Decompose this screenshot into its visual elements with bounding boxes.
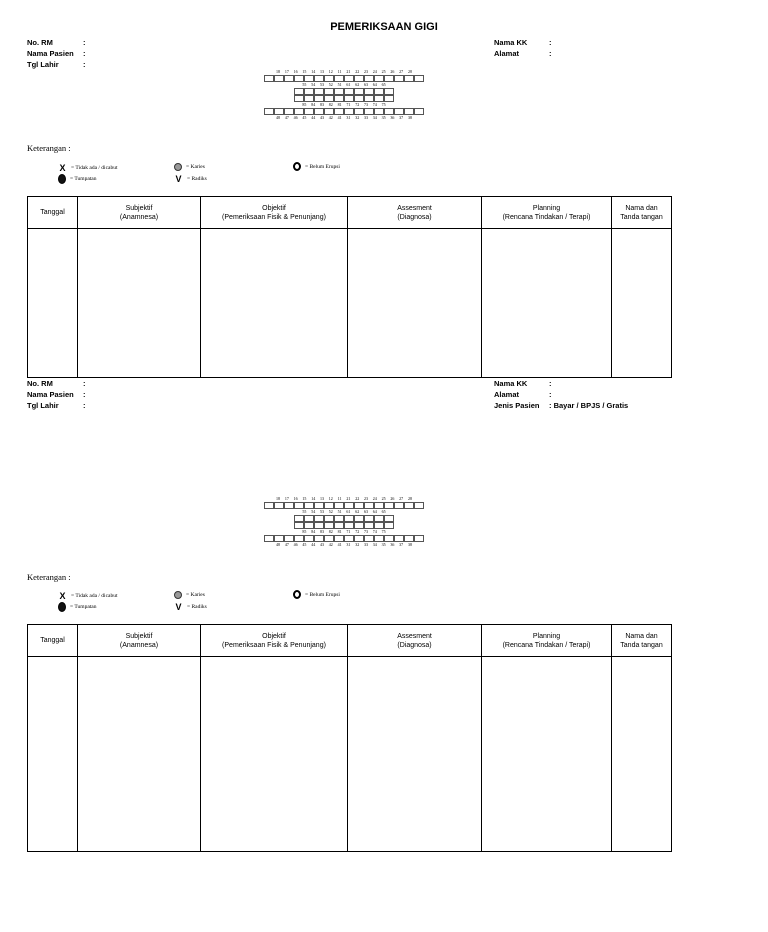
- tooth-number: 82: [328, 102, 333, 107]
- tooth-number: 48: [276, 542, 281, 547]
- tooth-number: 12: [328, 69, 333, 74]
- tooth-number: 22: [355, 69, 360, 74]
- legend-caries: [174, 591, 205, 599]
- tooth-number: 51: [337, 509, 342, 514]
- header-subjektif: Subjektif (Anamnesa): [78, 625, 201, 657]
- header-nama-ttd: Nama dan Tanda tangan: [612, 197, 672, 229]
- tooth-box[interactable]: [264, 75, 273, 82]
- header-objektif: Objektif (Pemeriksaan Fisik & Penunjang): [201, 625, 348, 657]
- x-icon: X: [59, 591, 66, 601]
- table-row: [28, 657, 672, 852]
- header-assesment: Assesment (Diagnosa): [348, 625, 482, 657]
- tooth-number: 72: [355, 529, 360, 534]
- tooth-number: 85: [302, 529, 307, 534]
- tooth-number: 23: [363, 69, 368, 74]
- tooth-number: 53: [320, 509, 324, 514]
- cell-assesment[interactable]: [348, 657, 482, 852]
- legend-caries: [174, 163, 205, 171]
- legend-text: = Belum Erupsi: [305, 591, 340, 598]
- page-title: PEMERIKSAAN GIGI: [330, 21, 438, 33]
- tooth-number: 65: [381, 82, 386, 87]
- table-row: [28, 229, 672, 378]
- gray-circle-icon: [174, 163, 182, 171]
- tooth-box[interactable]: [414, 502, 423, 509]
- tooth-number: 14: [311, 69, 316, 74]
- tooth-number: 64: [372, 82, 377, 87]
- odontogram-2: [264, 496, 424, 548]
- legend-text: = Tumpatan: [70, 604, 97, 610]
- legend-filling: [58, 174, 96, 184]
- header-objektif: Objektif (Pemeriksaan Fisik & Penunjang): [201, 197, 348, 229]
- cell-nama-ttd[interactable]: [612, 657, 672, 852]
- table-header-row: [28, 625, 672, 657]
- tooth-number: 38: [407, 115, 412, 120]
- legend-missing: [58, 163, 118, 173]
- tooth-number: 17: [284, 496, 289, 501]
- header-subjektif: Subjektif (Anamnesa): [78, 197, 201, 229]
- tooth-number: 42: [328, 115, 333, 120]
- upper-deciduous-teeth: [264, 515, 424, 522]
- v-icon: V: [175, 174, 182, 184]
- tooth-number: 74: [372, 529, 377, 534]
- field-label: No. RM: [27, 379, 53, 388]
- tooth-number: 28: [407, 496, 412, 501]
- gray-circle-icon: [174, 591, 182, 599]
- tooth-number: 17: [284, 69, 289, 74]
- field-label: Nama KK: [494, 38, 528, 47]
- field-value: : Bayar / BPJS / Gratis: [549, 401, 629, 410]
- tooth-box[interactable]: [274, 75, 283, 82]
- tooth-number: 72: [355, 102, 360, 107]
- tooth-number: 83: [320, 529, 324, 534]
- tooth-number: 14: [311, 496, 316, 501]
- header-nama-ttd: Nama dan Tanda tangan: [612, 625, 672, 657]
- tooth-box[interactable]: [414, 535, 423, 542]
- upper-deciduous-teeth: [264, 88, 424, 95]
- tooth-number: 13: [320, 496, 324, 501]
- field-value: :: [83, 38, 86, 47]
- tooth-number: 73: [363, 529, 368, 534]
- tooth-number: 61: [346, 509, 351, 514]
- legend-text: = Radiks: [187, 604, 207, 610]
- tooth-number: 45: [302, 542, 307, 547]
- patient-info-right-2: [494, 378, 628, 411]
- tooth-box[interactable]: [284, 502, 293, 509]
- cell-subjektif[interactable]: [78, 229, 201, 378]
- keterangan-label: Keterangan :: [27, 143, 71, 153]
- tooth-number: 16: [293, 496, 298, 501]
- tooth-number: 55: [302, 82, 307, 87]
- legend-text: = Belum Erupsi: [305, 163, 340, 170]
- legend-radix: [174, 602, 207, 612]
- legend-text: = Karies: [186, 592, 205, 598]
- tooth-box[interactable]: [404, 75, 413, 82]
- tooth-number: 32: [355, 542, 360, 547]
- field-value: :: [83, 390, 86, 399]
- tooth-number: 43: [320, 115, 324, 120]
- tooth-box[interactable]: [264, 535, 273, 542]
- tooth-number: 32: [355, 115, 360, 120]
- tooth-number: 84: [311, 102, 316, 107]
- tooth-number: 47: [284, 115, 289, 120]
- tooth-number: 23: [363, 496, 368, 501]
- tooth-number: 54: [311, 509, 316, 514]
- filled-circle-icon: [58, 174, 66, 184]
- tooth-number: 24: [372, 69, 377, 74]
- tooth-number: 35: [381, 115, 386, 120]
- tooth-number: 37: [399, 542, 404, 547]
- lower-permanent-numbers: [264, 542, 424, 548]
- lower-permanent-teeth: [264, 108, 424, 115]
- tooth-box[interactable]: [394, 75, 403, 82]
- ring-icon: [293, 590, 301, 599]
- cell-planning[interactable]: [482, 657, 612, 852]
- header-assesment: Assesment (Diagnosa): [348, 197, 482, 229]
- tooth-number: 33: [363, 542, 368, 547]
- field-value: :: [83, 60, 86, 69]
- tooth-number: 28: [407, 69, 412, 74]
- tooth-number: 42: [328, 542, 333, 547]
- tooth-box[interactable]: [414, 75, 423, 82]
- legend-text: = Karies: [186, 164, 205, 170]
- tooth-number: 35: [381, 542, 386, 547]
- field-label: Nama Pasien: [27, 49, 74, 58]
- tooth-number: 81: [337, 102, 342, 107]
- odontogram-1: [264, 69, 424, 121]
- legend-text: = Radiks: [187, 176, 207, 182]
- cell-objektif[interactable]: [201, 657, 348, 852]
- field-label: Nama KK: [494, 379, 528, 388]
- field-value: :: [83, 401, 86, 410]
- tooth-number: 36: [390, 542, 395, 547]
- tooth-number: 18: [276, 69, 281, 74]
- header-planning: Planning (Rencana Tindakan / Terapi): [482, 197, 612, 229]
- tooth-number: 64: [372, 509, 377, 514]
- legend-missing: [58, 591, 118, 601]
- tooth-number: 38: [407, 542, 412, 547]
- tooth-number: 22: [355, 496, 360, 501]
- tooth-number: 62: [355, 82, 360, 87]
- cell-tanggal[interactable]: [28, 657, 78, 852]
- upper-permanent-teeth: [264, 502, 424, 509]
- cell-objektif[interactable]: [201, 229, 348, 378]
- tooth-number: 83: [320, 102, 324, 107]
- tooth-box[interactable]: [274, 502, 283, 509]
- tooth-number: 12: [328, 496, 333, 501]
- field-value: :: [83, 49, 86, 58]
- x-icon: X: [59, 163, 66, 173]
- tooth-box[interactable]: [394, 502, 403, 509]
- tooth-box[interactable]: [284, 75, 293, 82]
- field-label: Jenis Pasien: [494, 401, 540, 410]
- tooth-number: 47: [284, 542, 289, 547]
- legend-unerupted: [293, 162, 340, 171]
- field-value: :: [549, 379, 552, 388]
- tooth-number: 71: [346, 529, 351, 534]
- tooth-number: 41: [337, 542, 342, 547]
- tooth-number: 21: [346, 69, 351, 74]
- patient-info-right-1: [494, 37, 552, 59]
- tooth-number: 44: [311, 115, 316, 120]
- header-planning: Planning (Rencana Tindakan / Terapi): [482, 625, 612, 657]
- tooth-number: 21: [346, 496, 351, 501]
- tooth-number: 73: [363, 102, 368, 107]
- tooth-number: 61: [346, 82, 351, 87]
- tooth-number: 11: [337, 69, 342, 74]
- ring-icon: [293, 162, 301, 171]
- filled-circle-icon: [58, 602, 66, 612]
- tooth-number: 36: [390, 115, 395, 120]
- field-label: Alamat: [494, 49, 520, 58]
- legend-text: = Tumpatan: [70, 176, 97, 182]
- tooth-box[interactable]: [264, 108, 273, 115]
- tooth-number: 34: [372, 542, 377, 547]
- tooth-box[interactable]: [264, 502, 273, 509]
- tooth-number: 46: [293, 542, 298, 547]
- tooth-number: 52: [328, 82, 333, 87]
- field-value: :: [549, 390, 552, 399]
- field-label: Alamat: [494, 390, 520, 399]
- tooth-number: 48: [276, 115, 281, 120]
- header-tanggal: Tanggal: [28, 197, 78, 229]
- tooth-number: 33: [363, 115, 368, 120]
- tooth-number: 26: [390, 69, 395, 74]
- tooth-box[interactable]: [414, 108, 423, 115]
- tooth-number: 51: [337, 82, 342, 87]
- tooth-number: 25: [381, 69, 386, 74]
- cell-assesment[interactable]: [348, 229, 482, 378]
- tooth-number: 27: [399, 496, 404, 501]
- tooth-number: 41: [337, 115, 342, 120]
- legend-text: = Tidak ada / dicabut: [71, 165, 118, 171]
- tooth-number: 16: [293, 69, 298, 74]
- tooth-number: 74: [372, 102, 377, 107]
- tooth-number: 84: [311, 529, 316, 534]
- tooth-number: 54: [311, 82, 316, 87]
- table-header-row: [28, 197, 672, 229]
- lower-deciduous-teeth: [264, 95, 424, 102]
- tooth-number: 81: [337, 529, 342, 534]
- tooth-number: 55: [302, 509, 307, 514]
- tooth-number: 71: [346, 102, 351, 107]
- tooth-number: 37: [399, 115, 404, 120]
- tooth-number: 46: [293, 115, 298, 120]
- tooth-number: 44: [311, 542, 316, 547]
- field-label: Tgl Lahir: [27, 60, 59, 69]
- tooth-number: 11: [337, 496, 342, 501]
- lower-permanent-teeth: [264, 535, 424, 542]
- tooth-number: 34: [372, 115, 377, 120]
- tooth-number: 65: [381, 509, 386, 514]
- legend-radix: [174, 174, 207, 184]
- field-label: Tgl Lahir: [27, 401, 59, 410]
- tooth-number: 62: [355, 509, 360, 514]
- field-label: No. RM: [27, 38, 53, 47]
- patient-info-left-1: [27, 37, 86, 70]
- field-value: :: [549, 38, 552, 47]
- v-icon: V: [175, 602, 182, 612]
- tooth-number: 63: [363, 82, 368, 87]
- tooth-number: 13: [320, 69, 324, 74]
- soap-table-2: [27, 624, 672, 852]
- keterangan-label: Keterangan :: [27, 572, 71, 582]
- tooth-number: 45: [302, 115, 307, 120]
- field-value: :: [549, 49, 552, 58]
- tooth-number: 75: [381, 529, 386, 534]
- upper-permanent-teeth: [264, 75, 424, 82]
- tooth-number: 75: [381, 102, 386, 107]
- lower-deciduous-teeth: [264, 522, 424, 529]
- field-value: :: [83, 379, 86, 388]
- tooth-number: 15: [302, 69, 307, 74]
- tooth-number: 18: [276, 496, 281, 501]
- legend-text: = Tidak ada / dicabut: [71, 593, 118, 599]
- tooth-number: 31: [346, 542, 351, 547]
- cell-tanggal[interactable]: [28, 229, 78, 378]
- header-tanggal: Tanggal: [28, 625, 78, 657]
- tooth-box[interactable]: [404, 502, 413, 509]
- tooth-number: 15: [302, 496, 307, 501]
- soap-table-1: [27, 196, 672, 378]
- tooth-number: 25: [381, 496, 386, 501]
- tooth-number: 53: [320, 82, 324, 87]
- tooth-number: 43: [320, 542, 324, 547]
- cell-nama-ttd[interactable]: [612, 229, 672, 378]
- tooth-number: 26: [390, 496, 395, 501]
- tooth-number: 52: [328, 509, 333, 514]
- cell-planning[interactable]: [482, 229, 612, 378]
- legend-filling: [58, 602, 96, 612]
- field-label: Nama Pasien: [27, 390, 74, 399]
- tooth-number: 82: [328, 529, 333, 534]
- patient-info-left-2: [27, 378, 86, 411]
- tooth-number: 27: [399, 69, 404, 74]
- tooth-number: 85: [302, 102, 307, 107]
- tooth-number: 31: [346, 115, 351, 120]
- cell-subjektif[interactable]: [78, 657, 201, 852]
- tooth-number: 63: [363, 509, 368, 514]
- tooth-number: 24: [372, 496, 377, 501]
- lower-permanent-numbers: [264, 115, 424, 121]
- legend-unerupted: [293, 590, 340, 599]
